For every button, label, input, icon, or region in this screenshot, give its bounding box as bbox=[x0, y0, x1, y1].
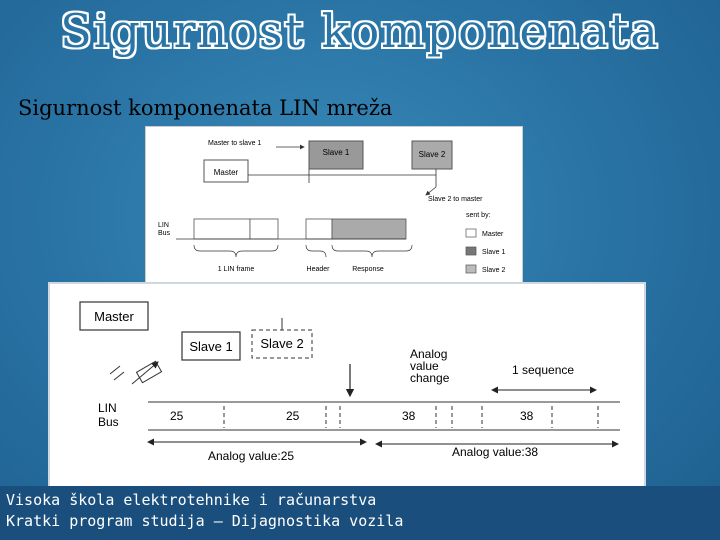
master-to-slave-label: Master to slave 1 bbox=[208, 140, 262, 147]
lin-label-1: LIN bbox=[98, 401, 117, 415]
lin-bus-label-1: LIN bbox=[158, 222, 169, 229]
lin-label-2: Bus bbox=[98, 415, 119, 429]
lin-frame-label: 1 LIN frame bbox=[217, 266, 255, 273]
sent-by-label: sent by: bbox=[466, 212, 491, 219]
master-label: Master bbox=[213, 168, 239, 177]
analog-label-2: value bbox=[410, 359, 439, 373]
legend-slave2: Slave 2 bbox=[482, 267, 506, 274]
slave1-label-2: Slave 1 bbox=[189, 339, 233, 354]
bus-value-c: 38 bbox=[402, 409, 416, 423]
footer-line-1: Visoka škola elektrotehnike i računarstva bbox=[6, 491, 377, 509]
slave1-label: Slave 1 bbox=[322, 148, 350, 157]
slide-title: Sigurnost komponenata bbox=[60, 4, 660, 58]
footer bbox=[0, 486, 720, 540]
sequence-label: 1 sequence bbox=[512, 363, 575, 377]
analog-value-25-label: Analog value:25 bbox=[208, 449, 295, 463]
response-label: Response bbox=[352, 266, 384, 273]
lin-bus-label-2: Bus bbox=[158, 230, 171, 237]
slave2-to-master-label: Slave 2 to master bbox=[428, 196, 483, 203]
analog-value-diagram bbox=[48, 282, 646, 490]
footer-line-2: Kratki program studija – Dijagnostika vozila bbox=[6, 512, 404, 530]
lin-frame-diagram bbox=[145, 126, 523, 288]
slave2-label-2: Slave 2 bbox=[260, 336, 304, 351]
master-label-2: Master bbox=[94, 309, 134, 324]
bus-value-a: 25 bbox=[170, 409, 184, 423]
analog-value-38-label: Analog value:38 bbox=[452, 445, 539, 459]
header-label: Header bbox=[306, 266, 330, 273]
bus-value-d: 38 bbox=[520, 409, 534, 423]
legend-slave1: Slave 1 bbox=[482, 249, 506, 256]
analog-label-1: Analog bbox=[410, 347, 448, 361]
legend-master: Master bbox=[482, 231, 504, 238]
bus-value-b: 25 bbox=[286, 409, 300, 423]
slave2-label: Slave 2 bbox=[418, 150, 446, 159]
analog-label-3: change bbox=[410, 371, 450, 385]
slide-subtitle: Sigurnost komponenata LIN mreža bbox=[18, 96, 393, 120]
